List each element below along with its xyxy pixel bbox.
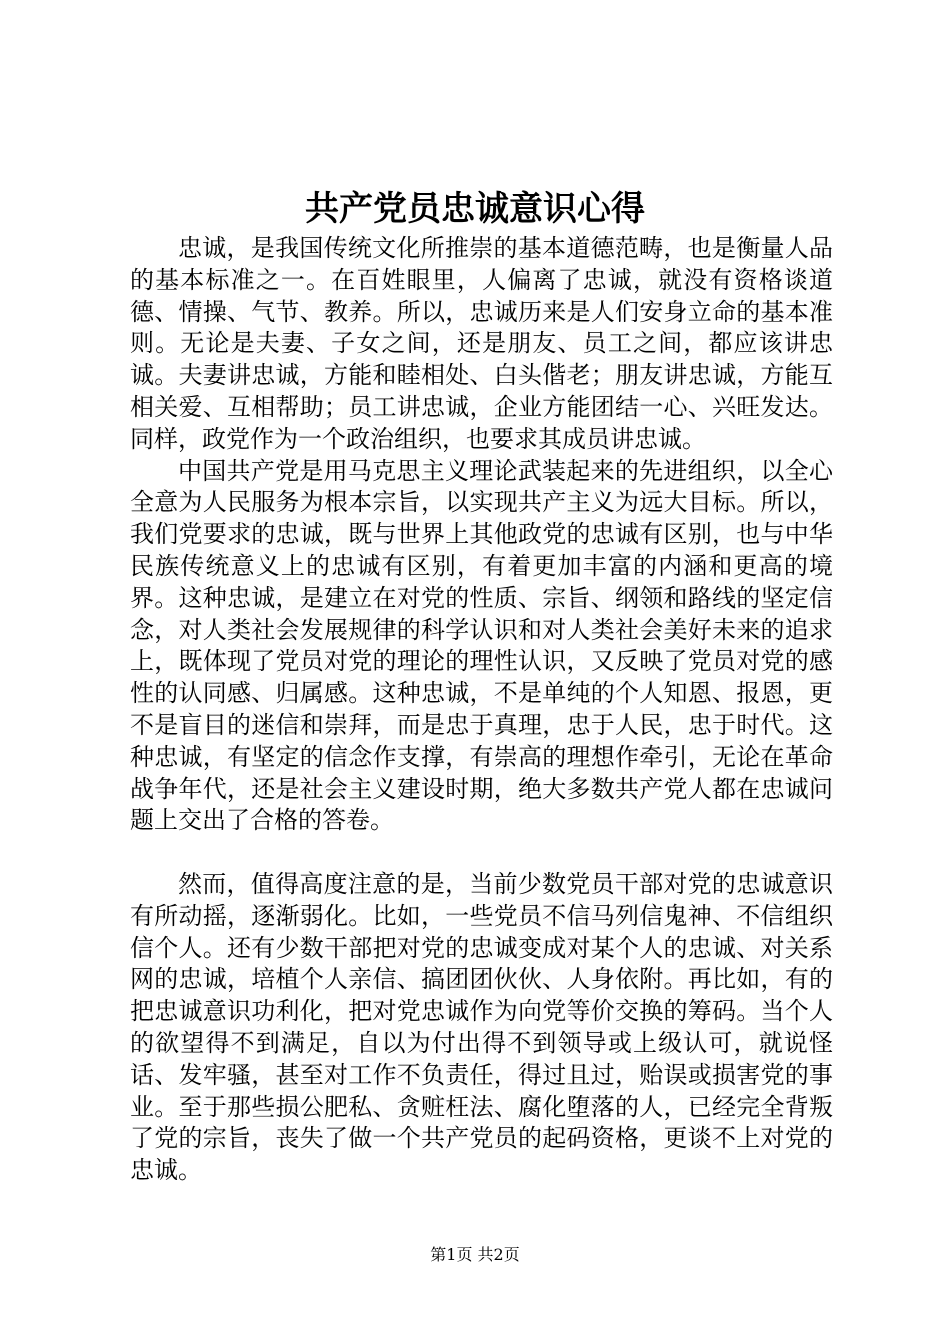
paragraph-1: 忠诚，是我国传统文化所推崇的基本道德范畴，也是衡量人品的基本标准之一。在百姓眼里，人偏离了忠诚，就没有资格谈道德、情操、气节、教养。所以，忠诚历来是人们安身立命的基本准则。无论是夫妻、子女之间，还是朋友、员工之间，都应该讲忠诚。夫妻讲忠诚，方能和睦相处、白头偕老；朋友讲忠诚，方能互相关爱、互相帮助；员工讲忠诚，企业方能团结一心、兴旺发达。同样，政党作为一个政治组织，也要求其成员讲忠诚。 bbox=[130, 234, 833, 453]
paragraph-2: 中国共产党是用马克思主义理论武装起来的先进组织，以全心全意为人民服务为根本宗旨，以实现共产主义为远大目标。所以，我们党要求的忠诚，既与世界上其他政党的忠诚有区别，也与中华民族传统意义上的忠诚有区别，有着更加丰富的内涵和更高的境界。这种忠诚，是建立在对党的性质、宗旨、纲领和路线的坚定信念，对人类社会发展规律的科学认识和对人类社会美好未来的追求上，既体现了党员对党的理论的理性认识，又反映了党员对党的感性的认同感、归属感。这种忠诚，不是单纯的个人知恩、报恩，更不是盲目的迷信和崇拜，而是忠于真理，忠于人民，忠于时代。这种忠诚，有坚定的信念作支撑，有崇高的理想作牵引，无论在革命战争年代，还是社会主义建设时期，绝大多数共产党人都在忠诚问题上交出了合格的答卷。 bbox=[130, 456, 833, 835]
document-title: 共产党员忠诚意识心得 bbox=[305, 189, 645, 229]
paragraph-3: 然而，值得高度注意的是，当前少数党员干部对党的忠诚意识有所动摇，逐渐弱化。比如，一些党员不信马列信鬼神、不信组织信个人。还有少数干部把对党的忠诚变成对某个人的忠诚、对关系网的忠诚，培植个人亲信、搞团团伙伙、人身依附。再比如，有的把忠诚意识功利化，把对党忠诚作为向党等价交换的筹码。当个人的欲望得不到满足，自以为付出得不到领导或上级认可，就说怪话、发牢骚，甚至对工作不负责任，得过且过，贻误或损害党的事业。至于那些损公肥私、贪赃枉法、腐化堕落的人，已经完全背叛了党的宗旨，丧失了做一个共产党员的起码资格，更谈不上对党的忠诚。 bbox=[130, 869, 833, 1185]
page-footer: 第1页 共2页 bbox=[430, 1245, 520, 1264]
document-body bbox=[130, 233, 833, 1187]
